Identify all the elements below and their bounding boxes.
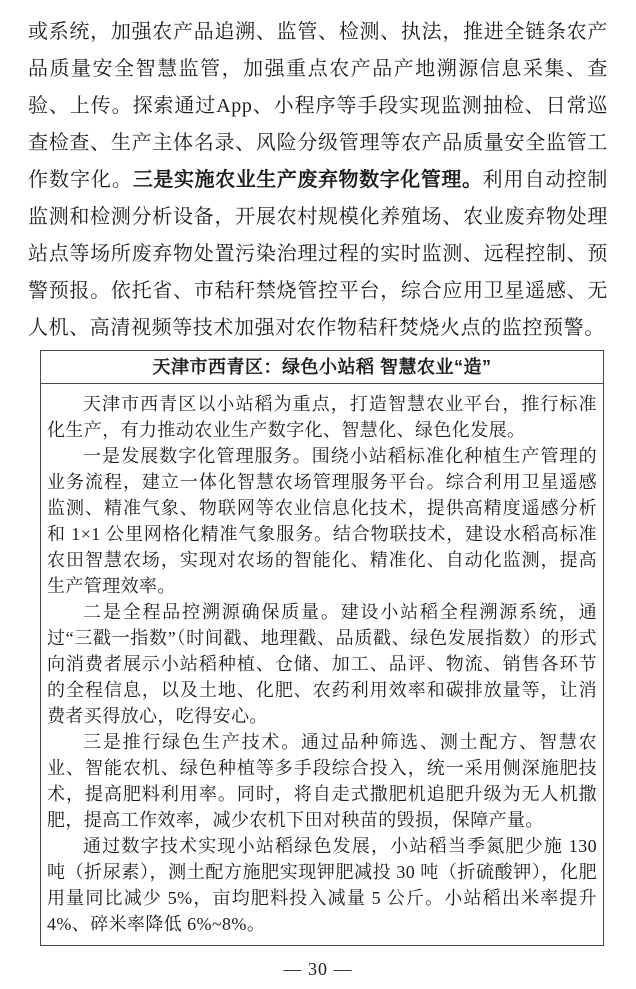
- case-paragraph-point-2: 二是全程品控溯源确保质量。建设小站稻全程溯源系统，通过“三戳一指数”（时间戳、地理戳、品质戳、绿色发展指数）的形式向消费者展示小站稻种植、仓储、加工、品评、物流、销售各环节的全程信息，以及土地、化肥、农药利用效率和碳排放量等，让消费者买得放心，吃得安心。: [47, 602, 597, 726]
- body-text-before-bold: 或系统，加强农产品追溯、监管、检测、执法，推进全链条农产品质量安全智慧监管，加强重点农产品产地溯源信息采集、查验、上传。探索通过App、小程序等手段实现监测抽检、日常巡查检查、生产主体名录、风险分级管理等农产品质量安全监管工作数字化。: [28, 21, 608, 191]
- case-box-title: 天津市西青区：绿色小站稻 智慧农业“造”: [41, 351, 603, 384]
- case-paragraph-point-3: 三是推行绿色生产技术。通过品种筛选、测土配方、智慧农业、智能农机、绿色种植等多手段综合投入，统一采用侧深施肥技术，提高肥料利用率。同时，将自走式撒肥机追肥升级为无人机撒肥，提高工作效率，减少农机下田对秧苗的毁损，保障产量。: [47, 732, 597, 830]
- inline-bold-heading: 三是实施农业生产废弃物数字化管理。: [132, 169, 483, 191]
- case-paragraph-point-1: 一是发展数字化管理服务。围绕小站稻标准化种植生产管理的业务流程，建立一体化智慧农场管理服务平台。综合利用卫星遥感监测、精准气象、物联网等农业信息化技术，提供高精度遥感分析和 1×1 公里网格化精准气象服务。结合物联技术，建设水稻高标准农田智慧农场，实现对农场的智能化、精准化、自动化监测，提高生产管理效率。: [47, 446, 597, 596]
- page-number: — 30 —: [283, 959, 353, 979]
- case-paragraph-intro: 天津市西青区以小站稻为重点，打造智慧农业平台，推行标准化生产，有力推动农业生产数字化、智慧化、绿色化发展。: [47, 394, 597, 440]
- case-study-box: [40, 350, 604, 946]
- case-box-body: [41, 384, 603, 945]
- case-paragraph-results: 通过数字技术实现小站稻绿色发展，小站稻当季氮肥少施 130 吨（折尿素），测土配方施肥实现钾肥减投 30 吨（折硫酸钾），化肥用量同比减少 5%，亩均肥料投入减量 5 公斤。小站稻出米率提升 4%、碎米率降低 6%~8%。: [47, 836, 597, 934]
- body-text-after-bold: 利用自动控制监测和检测分析设备，开展农村规模化养殖场、农业废弃物处理站点等场所废弃物处置污染治理过程的实时监测、远程控制、预警预报。依托省、市秸秆禁烧管控平台，综合应用卫星遥感、无人机、高清视频等技术加强对农作物秸秆焚烧火点的监控预警。: [28, 169, 608, 339]
- body-paragraph: [0, 0, 636, 347]
